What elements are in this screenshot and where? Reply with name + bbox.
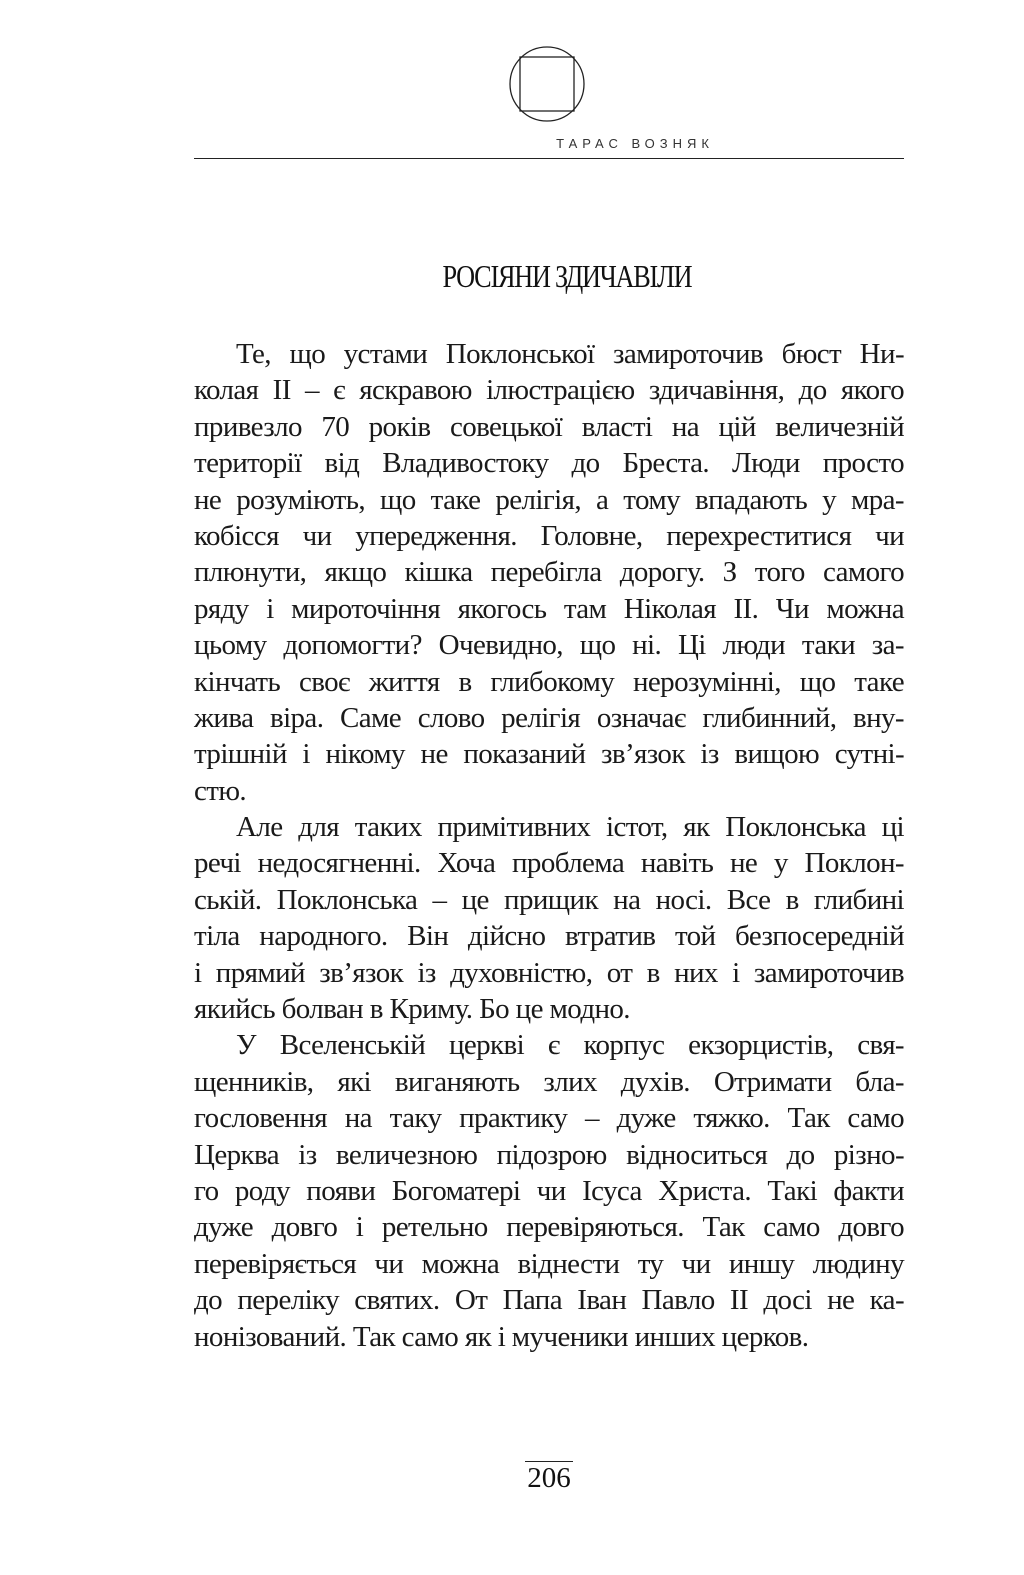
text-line: Те, що устами Поклонської замироточив бюст Ни- [236,338,904,370]
page-number [194,1462,904,1495]
text-line: плюнути, якщо кішка перебігла дорогу. З того самого [194,556,904,589]
circle-square-emblem-icon [509,46,585,122]
text-line: тіла народного. Він дійсно втратив той безпосередній [194,920,904,953]
text-line: ряду і мироточіння якогось там Ніколая II. Чи можна [194,592,904,625]
text-line: і прямий зв’язок із духовністю, от в них і замироточив [194,956,904,989]
text-line: Але для таких примітивних істот, як Поклонська ці [236,811,904,844]
text-line: цьому допомогти? Очевидно, що ні. Ці люди таки за- [194,629,904,662]
text-line: не розуміють, що таке релігія, а тому впадають у мра- [194,483,904,516]
text-line: нонізований. Так само як і мученики инших церков. [194,1320,809,1353]
text-line: щенників, які виганяють злих духів. Отримати бла- [194,1065,904,1098]
text-line: до переліку святих. От Папа Іван Павло II досі не ка- [194,1284,904,1317]
text-line: жива віра. Саме слово релігія означає глибинний, вну- [194,701,904,734]
body-text [194,336,904,1355]
running-head-author: ТАРАС ВОЗНЯК [556,136,714,151]
text-line: кінчать своє життя в глибокому нерозумінні, що таке [194,665,904,698]
text-line: речі недосягненні. Хоча проблема навіть не у Поклон- [194,847,904,880]
text-line: ській. Поклонська – це прищик на носі. Все в глибині [194,883,904,916]
text-line: території від Владивостоку до Бреста. Люди просто [194,447,904,480]
text-line: Церква із величезною підозрою відноситься до різно- [194,1138,904,1171]
header-rule [194,158,904,159]
page-number-value: 206 [527,1462,571,1494]
text-line: дуже довго і ретельно перевіряються. Так само довго [194,1211,904,1244]
text-line: привезло 70 років совецької власті на цій величезній [194,410,904,443]
paragraph-1 [194,336,904,809]
text-line: колая II – є яскравою ілюстрацією здичавіння, до якого [194,374,904,407]
text-line: го роду появи Богоматері чи Ісуса Христа. Такі факти [194,1174,904,1207]
chapter-title: РОСІЯНИ ЗДИЧАВІЛИ [442,258,692,294]
text-line: трішній і нікому не показаний зв’язок із вищою сутні- [194,738,904,771]
paragraph-3 [194,1027,904,1355]
text-line: якийсь болван в Криму. Бо це модно. [194,993,630,1026]
text-line: У Вселенській церкві є корпус екзорцистів, свя- [236,1029,904,1062]
text-line: кобісся чи упередження. Головне, перехреститися чи [194,519,904,552]
text-line: гословення на таку практику – дуже тяжко. Так само [194,1102,904,1135]
paragraph-2 [194,809,904,1027]
text-line: стю. [194,774,247,807]
text-line: перевіряється чи можна віднести ту чи иншу людину [194,1247,904,1280]
